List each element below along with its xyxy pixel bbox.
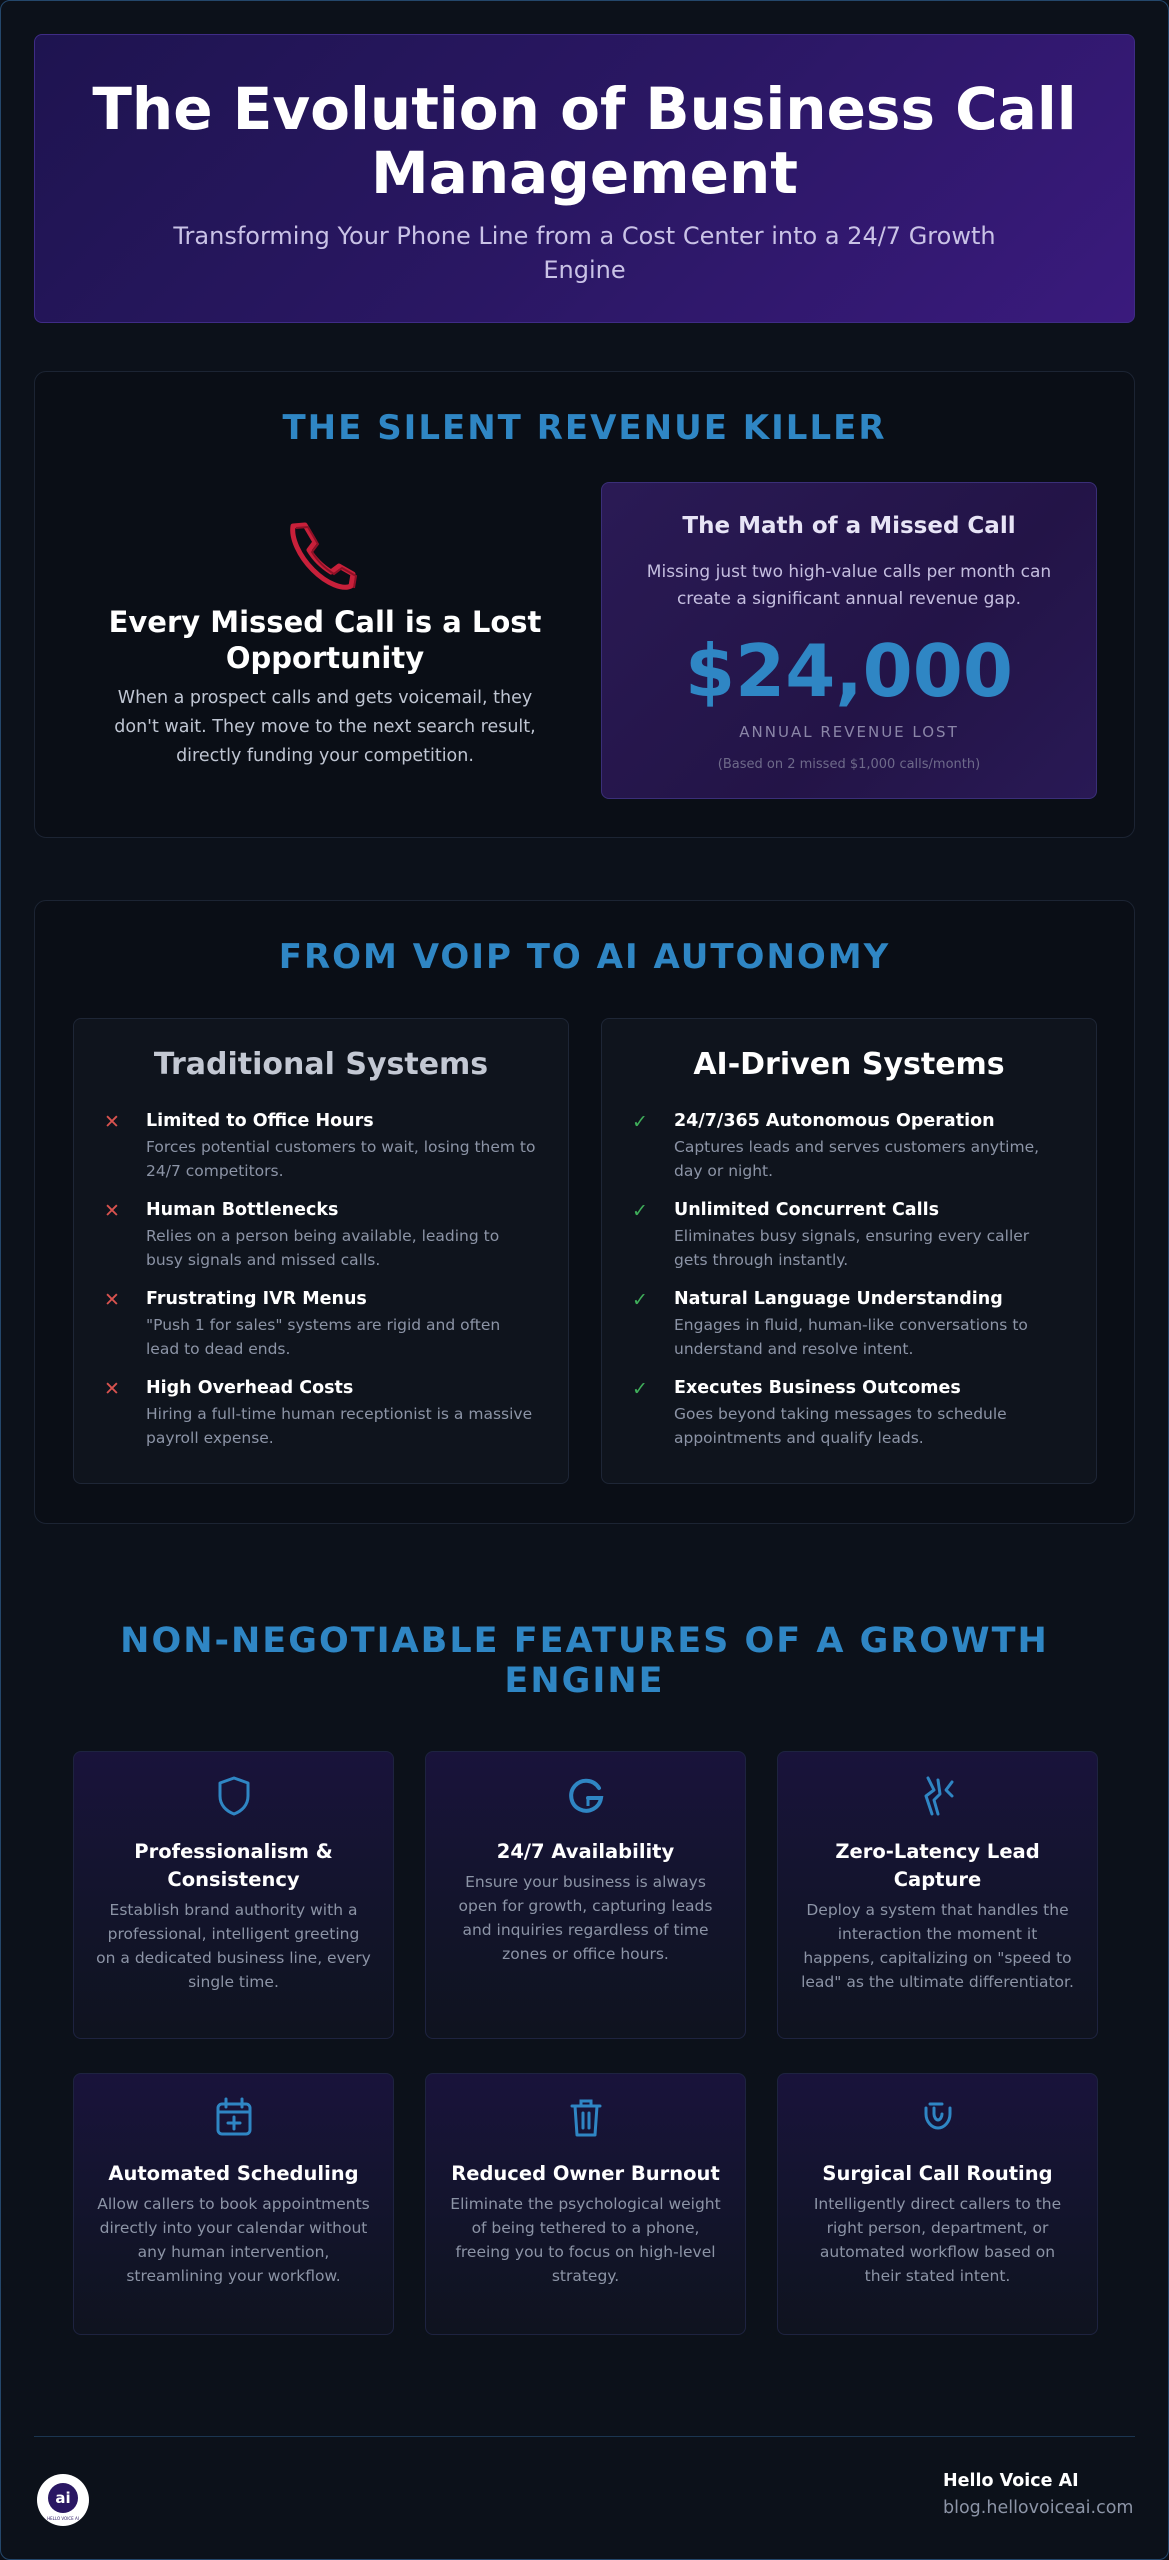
brand-name: Hello Voice AI bbox=[943, 2471, 1079, 2491]
trash-icon bbox=[566, 2096, 606, 2140]
feature-title: Surgical Call Routing bbox=[822, 2162, 1053, 2185]
footer-divider bbox=[34, 2436, 1135, 2437]
list-item-description: Relies on a person being available, leading to busy signals and missed calls. bbox=[146, 1227, 500, 1269]
brand-block bbox=[943, 2469, 1135, 2523]
revenue-lost-figure: $24,000 bbox=[685, 629, 1013, 713]
page-subtitle: Transforming Your Phone Line from a Cost Center into a 24/7 Growth Engine bbox=[173, 222, 996, 284]
cross-icon: ✕ bbox=[104, 1111, 120, 1133]
list-item-title: Frustrating IVR Menus bbox=[146, 1289, 367, 1309]
feature-description: Allow callers to book appointments directly into your calendar without any human intervention, streamlining your workflow. bbox=[97, 2195, 370, 2285]
hero-banner bbox=[34, 34, 1135, 323]
feature-title: Zero-Latency Lead Capture bbox=[835, 1840, 1040, 1891]
feature-description: Eliminate the psychological weight of being tethered to a phone, freeing you to focus on high-level strategy. bbox=[450, 2195, 721, 2285]
calendar-plus-icon bbox=[214, 2096, 254, 2140]
feature-title: Automated Scheduling bbox=[108, 2162, 359, 2185]
traditional-systems-card bbox=[73, 1018, 569, 1484]
feature-description: Ensure your business is always open for growth, capturing leads and inquiries regardless of time zones or office hours. bbox=[458, 1873, 713, 1963]
list-item-description: Eliminates busy signals, ensuring every caller gets through instantly. bbox=[674, 1227, 1030, 1269]
feature-description: Establish brand authority with a professional, intelligent greeting on a dedicated business line, every single time. bbox=[96, 1901, 371, 1991]
cross-icon: ✕ bbox=[104, 1289, 120, 1311]
list-item bbox=[104, 1376, 538, 1465]
list-item-description: Forces potential customers to wait, losing them to 24/7 competitors. bbox=[146, 1138, 536, 1180]
clock-g-icon bbox=[566, 1774, 606, 1818]
feature-card-scheduling bbox=[73, 2073, 394, 2335]
features-section-title: NON-NEGOTIABLE FEATURES OF A GROWTH ENGINE bbox=[120, 1621, 1049, 1701]
revenue-section bbox=[34, 371, 1135, 838]
ai-systems-title: AI-Driven Systems bbox=[693, 1047, 1005, 1082]
phone-missed-icon bbox=[283, 512, 363, 592]
revenue-section-title: THE SILENT REVENUE KILLER bbox=[282, 408, 887, 448]
feature-title: 24/7 Availability bbox=[496, 1840, 675, 1863]
list-item bbox=[632, 1376, 1066, 1465]
check-icon: ✓ bbox=[632, 1289, 648, 1311]
list-item-description: Goes beyond taking messages to schedule appointments and qualify leads. bbox=[674, 1405, 1007, 1447]
brand-url-link[interactable]: blog.hellovoiceai.com bbox=[943, 2498, 1134, 2518]
comparison-section-title: FROM VOIP TO AI AUTONOMY bbox=[278, 937, 891, 977]
list-item bbox=[632, 1287, 1066, 1376]
list-item-title: 24/7/365 Autonomous Operation bbox=[674, 1111, 995, 1131]
traditional-systems-list bbox=[104, 1109, 538, 1465]
ai-systems-card bbox=[601, 1018, 1097, 1484]
comparison-section bbox=[34, 900, 1135, 1524]
revenue-lost-label: ANNUAL REVENUE LOST bbox=[739, 723, 959, 741]
list-item bbox=[104, 1287, 538, 1376]
shield-icon bbox=[214, 1774, 254, 1818]
lightning-icon bbox=[918, 1774, 958, 1818]
check-icon: ✓ bbox=[632, 1200, 648, 1222]
page-title: The Evolution of Business Call Management bbox=[92, 75, 1077, 207]
logo-caption: HELLO VOICE AI bbox=[47, 2516, 79, 2521]
list-item-title: Human Bottlenecks bbox=[146, 1200, 339, 1220]
list-item bbox=[104, 1198, 538, 1287]
feature-card-professionalism bbox=[73, 1751, 394, 2039]
cross-icon: ✕ bbox=[104, 1200, 120, 1222]
route-icon bbox=[918, 2096, 958, 2140]
math-card-title: The Math of a Missed Call bbox=[682, 513, 1016, 539]
feature-title: Reduced Owner Burnout bbox=[451, 2162, 720, 2185]
list-item bbox=[632, 1198, 1066, 1287]
feature-card-routing bbox=[777, 2073, 1098, 2335]
list-item-title: Natural Language Understanding bbox=[674, 1289, 1003, 1309]
check-icon: ✓ bbox=[632, 1378, 648, 1400]
feature-card-lead-capture bbox=[777, 1751, 1098, 2039]
feature-description: Deploy a system that handles the interaction the moment it happens, capitalizing on "speed to lead" as the ultimate differentiator. bbox=[801, 1901, 1074, 1991]
list-item-title: High Overhead Costs bbox=[146, 1378, 354, 1398]
list-item-description: Hiring a full-time human receptionist is a massive payroll expense. bbox=[146, 1405, 533, 1447]
feature-card-availability bbox=[425, 1751, 746, 2039]
list-item bbox=[632, 1109, 1066, 1198]
list-item-title: Executes Business Outcomes bbox=[674, 1378, 961, 1398]
math-card-description: Missing just two high-value calls per month can create a significant annual revenue gap. bbox=[646, 562, 1052, 609]
cross-icon: ✕ bbox=[104, 1378, 120, 1400]
list-item-description: Engages in fluid, human-like conversations to understand and resolve intent. bbox=[674, 1316, 1028, 1358]
missed-call-body: When a prospect calls and gets voicemail, they don't wait. They move to the next search result, directly funding your competition. bbox=[114, 688, 536, 766]
list-item-description: Captures leads and serves customers anytime, day or night. bbox=[674, 1138, 1040, 1180]
feature-title: Professionalism & Consistency bbox=[134, 1840, 333, 1891]
list-item bbox=[104, 1109, 538, 1198]
math-card bbox=[601, 482, 1097, 799]
ai-systems-list bbox=[632, 1109, 1066, 1465]
logo-text: ai bbox=[55, 2489, 71, 2507]
list-item-title: Limited to Office Hours bbox=[146, 1111, 374, 1131]
brand-logo-icon[interactable] bbox=[37, 2474, 89, 2526]
revenue-lost-note: (Based on 2 missed $1,000 calls/month) bbox=[717, 757, 981, 772]
list-item-title: Unlimited Concurrent Calls bbox=[674, 1200, 940, 1220]
check-icon: ✓ bbox=[632, 1111, 648, 1133]
feature-description: Intelligently direct callers to the right person, department, or automated workflow based on their stated intent. bbox=[813, 2195, 1062, 2285]
missed-call-heading: Every Missed Call is a Lost Opportunity bbox=[108, 605, 542, 675]
traditional-systems-title: Traditional Systems bbox=[153, 1047, 489, 1082]
list-item-description: "Push 1 for sales" systems are rigid and often lead to dead ends. bbox=[146, 1316, 501, 1358]
feature-card-burnout bbox=[425, 2073, 746, 2335]
